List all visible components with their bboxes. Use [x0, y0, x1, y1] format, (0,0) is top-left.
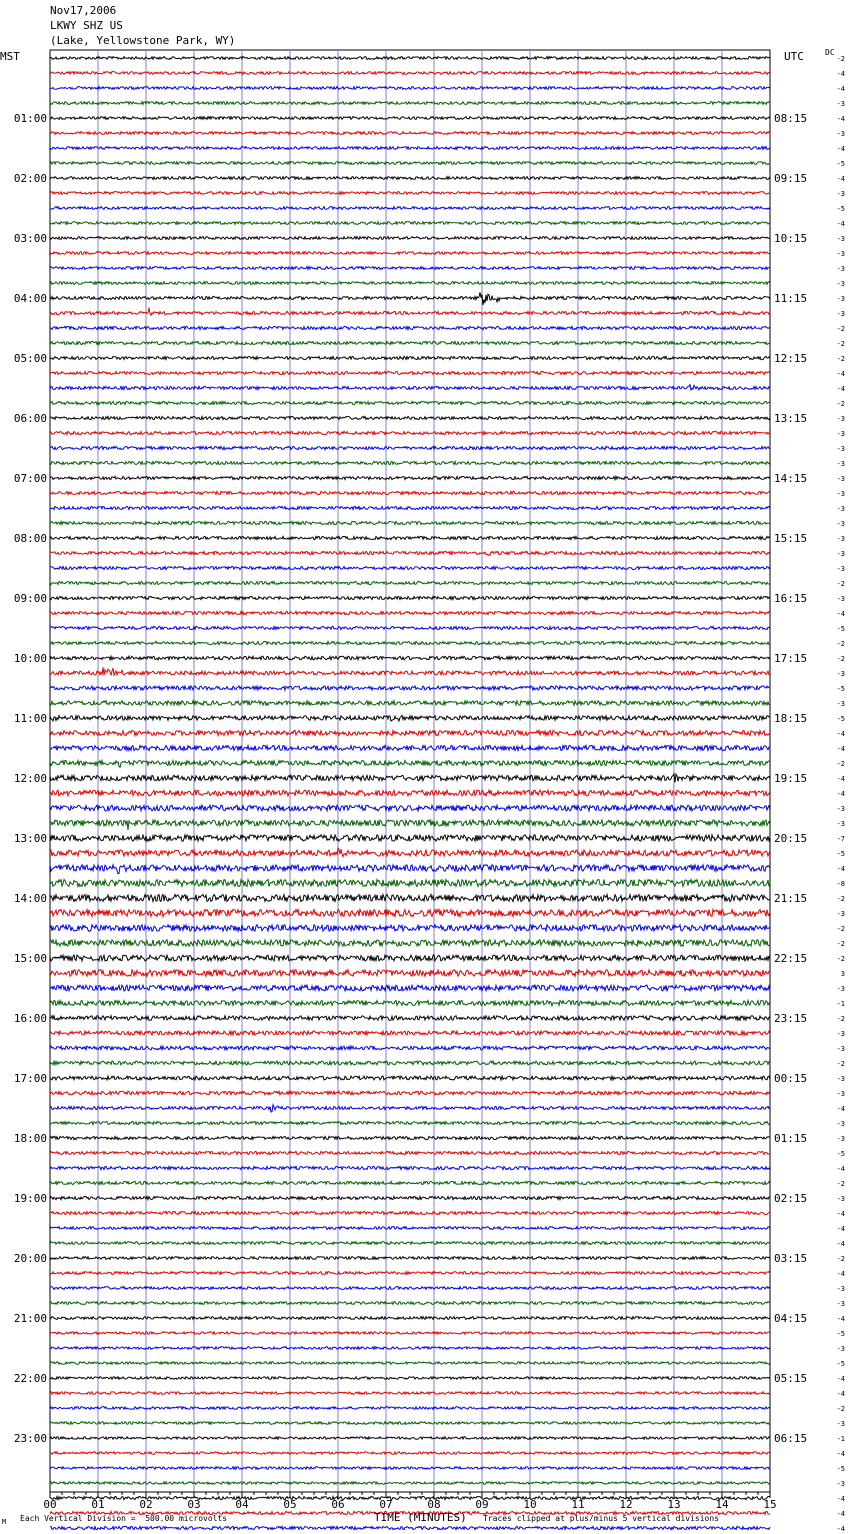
utc-label-1715: 17:15: [774, 652, 808, 665]
trace-row-54: [50, 865, 770, 874]
x-tick-label-05: 05: [283, 1498, 297, 1511]
trace-row-83: [50, 1302, 770, 1305]
trace-row-89: [50, 1392, 770, 1395]
dc-offset-row-2: -4: [836, 85, 845, 93]
mst-label-2100: 21:00: [13, 1312, 47, 1325]
trace-row-18: [50, 326, 770, 329]
trace-row-31: [50, 521, 770, 524]
mst-label-1700: 17:00: [13, 1072, 47, 1085]
x-tick-label-00: 00: [43, 1498, 57, 1511]
trace-row-85: [50, 1332, 770, 1335]
dc-offset-row-1: -4: [836, 70, 845, 78]
dc-offset-row-76: -3: [836, 1195, 845, 1203]
dc-offset-header: DC: [825, 48, 835, 57]
trace-row-70: [50, 1105, 770, 1112]
x-tick-label-07: 07: [379, 1498, 393, 1511]
trace-row-87: [50, 1362, 770, 1365]
mst-label-0200: 02:00: [13, 172, 47, 185]
trace-row-78: [50, 1227, 770, 1230]
mst-label-0700: 07:00: [13, 472, 47, 485]
dc-offset-labels: [837, 55, 845, 1534]
trace-row-41: [50, 667, 770, 675]
x-tick-label-11: 11: [571, 1498, 585, 1511]
trace-row-94: [50, 1467, 770, 1470]
trace-row-40: [50, 656, 770, 660]
dc-offset-row-3: -3: [836, 100, 845, 108]
dc-offset-row-6: -4: [836, 145, 845, 153]
trace-row-4: [50, 117, 770, 120]
utc-label-1115: 11:15: [774, 292, 808, 305]
mst-label-1600: 16:00: [13, 1012, 47, 1025]
dc-offset-row-70: -4: [836, 1105, 845, 1113]
utc-label-2215: 22:15: [774, 952, 808, 965]
trace-row-50: [50, 805, 770, 811]
trace-row-63: [50, 1001, 770, 1006]
utc-label-1415: 14:15: [774, 472, 808, 485]
dc-offset-row-67: -2: [836, 1060, 845, 1068]
trace-row-61: [50, 970, 770, 976]
trace-row-37: [50, 611, 770, 614]
trace-row-11: [50, 222, 770, 225]
dc-offset-row-62: -3: [836, 985, 845, 993]
dc-offset-row-72: -3: [836, 1135, 845, 1143]
utc-label-0015: 00:15: [774, 1072, 808, 1085]
dc-offset-row-59: -2: [836, 940, 845, 948]
trace-row-13: [50, 252, 770, 255]
dc-offset-row-88: -4: [836, 1375, 845, 1383]
trace-row-69: [50, 1091, 770, 1095]
dc-offset-row-95: -3: [836, 1480, 845, 1488]
utc-label-1515: 15:15: [774, 532, 808, 545]
utc-label-0815: 08:15: [774, 112, 808, 125]
trace-row-7: [50, 162, 770, 165]
utc-label-0215: 02:15: [774, 1192, 808, 1205]
dc-offset-row-8: -4: [836, 175, 845, 183]
trace-row-80: [50, 1257, 770, 1260]
dc-offset-row-86: -3: [836, 1345, 845, 1353]
x-tick-label-15: 15: [763, 1498, 777, 1511]
dc-offset-row-9: -3: [836, 190, 845, 198]
utc-label-1215: 12:15: [774, 352, 808, 365]
dc-offset-row-68: -3: [836, 1075, 845, 1083]
dc-offset-row-18: -2: [836, 325, 845, 333]
x-tick-label-10: 10: [523, 1498, 537, 1511]
trace-row-48: [50, 774, 770, 783]
dc-offset-row-29: -3: [836, 490, 845, 498]
trace-row-9: [50, 192, 770, 195]
time-axis: [43, 1492, 776, 1511]
utc-label-0315: 03:15: [774, 1252, 808, 1265]
utc-label-2315: 23:15: [774, 1012, 808, 1025]
dc-offset-row-69: -3: [836, 1090, 845, 1098]
utc-label-0115: 01:15: [774, 1132, 808, 1145]
dc-offset-row-22: -4: [836, 385, 845, 393]
dc-offset-row-38: -5: [836, 625, 845, 633]
trace-row-39: [50, 641, 770, 644]
trace-row-93: [50, 1452, 770, 1455]
trace-row-91: [50, 1422, 770, 1425]
trace-row-5: [50, 132, 770, 135]
trace-row-17: [50, 308, 770, 316]
mst-label-2000: 20:00: [13, 1252, 47, 1265]
trace-row-24: [50, 416, 770, 419]
trace-row-96: [50, 1496, 770, 1499]
trace-row-47: [50, 760, 770, 767]
trace-row-10: [50, 207, 770, 210]
dc-offset-row-31: -3: [836, 520, 845, 528]
x-tick-label-02: 02: [139, 1498, 153, 1511]
trace-row-21: [50, 371, 770, 374]
x-tick-label-06: 06: [331, 1498, 345, 1511]
dc-offset-row-97: -4: [836, 1510, 845, 1518]
dc-offset-row-80: -2: [836, 1255, 845, 1263]
mst-label-0900: 09:00: [13, 592, 47, 605]
left-axis-title: MST: [0, 50, 20, 63]
mst-label-1300: 13:00: [13, 832, 47, 845]
trace-row-30: [50, 506, 770, 509]
dc-offset-row-94: -5: [836, 1465, 845, 1473]
dc-offset-row-26: -3: [836, 445, 845, 453]
dc-offset-row-56: -2: [836, 895, 845, 903]
dc-offset-row-77: -4: [836, 1210, 845, 1218]
dc-offset-row-75: -2: [836, 1180, 845, 1188]
trace-row-0: [50, 57, 770, 60]
trace-row-64: [50, 1016, 770, 1020]
utc-label-1915: 19:15: [774, 772, 808, 785]
dc-offset-row-58: -2: [836, 925, 845, 933]
dc-offset-row-83: -3: [836, 1300, 845, 1308]
utc-hour-labels: [774, 112, 807, 1445]
dc-offset-row-28: -3: [836, 475, 845, 483]
trace-row-53: [50, 848, 770, 857]
mst-label-0600: 06:00: [13, 412, 47, 425]
dc-offset-row-89: -4: [836, 1390, 845, 1398]
dc-offset-row-27: -3: [836, 460, 845, 468]
dc-offset-row-41: -3: [836, 670, 845, 678]
scale-note: Each Vertical Division = 500.00 microvolts: [20, 1514, 228, 1523]
station-code: LKWY SHZ US: [50, 19, 123, 32]
mst-label-1000: 10:00: [13, 652, 47, 665]
trace-row-49: [50, 790, 770, 796]
dc-offset-row-90: -2: [836, 1405, 845, 1413]
trace-row-66: [50, 1046, 770, 1050]
trace-row-71: [50, 1121, 770, 1124]
mst-label-1400: 14:00: [13, 892, 47, 905]
dc-offset-row-63: -1: [836, 1000, 845, 1008]
right-axis-title: UTC: [784, 50, 804, 63]
trace-row-25: [50, 431, 770, 434]
dc-offset-row-32: -3: [836, 535, 845, 543]
trace-row-65: [50, 1031, 770, 1035]
utc-label-0615: 06:15: [774, 1432, 808, 1445]
x-tick-label-09: 09: [475, 1498, 489, 1511]
x-tick-label-04: 04: [235, 1498, 249, 1511]
dc-offset-row-36: -3: [836, 595, 845, 603]
trace-row-55: [50, 880, 770, 887]
utc-label-1615: 16:15: [774, 592, 808, 605]
trace-row-27: [50, 461, 770, 464]
dc-offset-row-91: -3: [836, 1420, 845, 1428]
dc-offset-row-30: -3: [836, 505, 845, 513]
mst-label-0100: 01:00: [13, 112, 47, 125]
trace-row-98: [50, 1526, 770, 1529]
dc-offset-row-79: -4: [836, 1240, 845, 1248]
dc-offset-row-81: -4: [836, 1270, 845, 1278]
trace-row-73: [50, 1151, 770, 1154]
dc-offset-row-4: -4: [836, 115, 845, 123]
mst-label-1800: 18:00: [13, 1132, 47, 1145]
trace-row-22: [50, 385, 770, 390]
trace-row-35: [50, 581, 770, 584]
utc-label-2115: 21:15: [774, 892, 808, 905]
trace-row-58: [50, 925, 770, 931]
trace-row-79: [50, 1242, 770, 1245]
mst-label-0500: 05:00: [13, 352, 47, 365]
mst-label-0400: 04:00: [13, 292, 47, 305]
dc-offset-row-43: -3: [836, 700, 845, 708]
trace-row-26: [50, 446, 770, 449]
dc-offset-row-74: -4: [836, 1165, 845, 1173]
trace-row-42: [50, 686, 770, 690]
trace-row-82: [50, 1287, 770, 1290]
trace-row-8: [50, 177, 770, 180]
dc-offset-row-25: -3: [836, 430, 845, 438]
trace-row-2: [50, 87, 770, 90]
trace-row-86: [50, 1347, 770, 1350]
minute-gridlines: [50, 50, 770, 1492]
trace-row-38: [50, 626, 770, 629]
mst-label-0300: 03:00: [13, 232, 47, 245]
trace-row-59: [50, 940, 770, 946]
dc-offset-row-98: -4: [836, 1525, 845, 1533]
trace-row-28: [50, 476, 770, 479]
trace-row-62: [50, 985, 770, 991]
dc-offset-row-73: -5: [836, 1150, 845, 1158]
seismic-traces: [50, 57, 770, 1534]
trace-row-92: [50, 1437, 770, 1440]
trace-row-81: [50, 1272, 770, 1275]
dc-offset-row-93: -4: [836, 1450, 845, 1458]
trace-row-34: [50, 566, 770, 569]
trace-row-95: [50, 1482, 770, 1485]
dc-offset-row-60: -2: [836, 955, 845, 963]
dc-offset-row-47: -2: [836, 760, 845, 768]
dc-offset-row-7: -5: [836, 160, 845, 168]
dc-offset-row-10: -5: [836, 205, 845, 213]
mst-label-1900: 19:00: [13, 1192, 47, 1205]
dc-offset-row-64: -2: [836, 1015, 845, 1023]
dc-offset-row-5: -3: [836, 130, 845, 138]
trace-row-43: [50, 701, 770, 705]
dc-offset-row-78: -4: [836, 1225, 845, 1233]
dc-offset-row-51: -3: [836, 820, 845, 828]
trace-row-52: [50, 835, 770, 841]
trace-row-67: [50, 1061, 770, 1065]
dc-offset-row-52: -7: [836, 835, 845, 843]
dc-offset-row-85: -5: [836, 1330, 845, 1338]
trace-row-20: [50, 356, 770, 359]
dc-offset-row-48: -4: [836, 775, 845, 783]
mst-label-2200: 22:00: [13, 1372, 47, 1385]
mst-label-0800: 08:00: [13, 532, 47, 545]
trace-row-33: [50, 551, 770, 555]
trace-row-6: [50, 147, 770, 150]
trace-row-60: [50, 955, 770, 961]
dc-offset-row-46: -4: [836, 745, 845, 753]
dc-offset-row-15: -3: [836, 280, 845, 288]
x-tick-label-08: 08: [427, 1498, 441, 1511]
dc-offset-row-11: -4: [836, 220, 845, 228]
trace-row-16: [50, 292, 770, 305]
clip-note: Traces clipped at plus/minus 5 vertical divisions: [483, 1514, 720, 1523]
dc-offset-row-35: -2: [836, 580, 845, 588]
x-tick-label-14: 14: [715, 1498, 729, 1511]
trace-row-76: [50, 1196, 770, 1199]
trace-row-1: [50, 72, 770, 75]
utc-label-1315: 13:15: [774, 412, 808, 425]
trace-row-19: [50, 341, 770, 344]
dc-offset-row-42: -5: [836, 685, 845, 693]
dc-offset-row-55: -8: [836, 880, 845, 888]
trace-row-75: [50, 1181, 770, 1184]
dc-offset-row-82: -3: [836, 1285, 845, 1293]
x-axis-title: TIME (MINUTES): [374, 1511, 467, 1524]
trace-row-51: [50, 820, 770, 830]
station-location: (Lake, Yellowstone Park, WY): [50, 34, 236, 47]
trace-row-15: [50, 282, 770, 285]
dc-offset-row-53: -5: [836, 850, 845, 858]
mst-label-1100: 11:00: [13, 712, 47, 725]
corner-mark: M: [2, 1518, 7, 1526]
dc-offset-row-16: -3: [836, 295, 845, 303]
trace-row-57: [50, 910, 770, 917]
utc-label-2015: 20:15: [774, 832, 808, 845]
dc-offset-row-34: -3: [836, 565, 845, 573]
dc-offset-row-71: -3: [836, 1120, 845, 1128]
trace-row-46: [50, 745, 770, 750]
dc-offset-row-49: -4: [836, 790, 845, 798]
dc-offset-row-57: -3: [836, 910, 845, 918]
dc-offset-row-13: -3: [836, 250, 845, 258]
dc-offset-row-37: -4: [836, 610, 845, 618]
trace-row-12: [50, 237, 770, 240]
dc-offset-row-54: -4: [836, 865, 845, 873]
utc-label-0415: 04:15: [774, 1312, 808, 1325]
mst-hour-labels: [14, 112, 47, 1445]
dc-offset-row-65: -3: [836, 1030, 845, 1038]
dc-offset-row-23: -2: [836, 400, 845, 408]
dc-offset-row-96: -4: [836, 1495, 845, 1503]
dc-offset-row-50: -3: [836, 805, 845, 813]
dc-offset-row-39: -2: [836, 640, 845, 648]
trace-row-36: [50, 596, 770, 599]
dc-offset-row-44: -5: [836, 715, 845, 723]
trace-row-56: [50, 895, 770, 902]
trace-row-77: [50, 1211, 770, 1214]
dc-offset-row-92: -1: [836, 1435, 845, 1443]
utc-label-1015: 10:15: [774, 232, 808, 245]
trace-row-68: [50, 1076, 770, 1080]
dc-offset-row-0: -2: [836, 55, 845, 63]
dc-offset-row-84: -4: [836, 1315, 845, 1323]
trace-row-14: [50, 267, 770, 270]
dc-offset-row-24: -3: [836, 415, 845, 423]
dc-offset-row-66: -3: [836, 1045, 845, 1053]
plot-frame: [50, 50, 770, 1492]
trace-row-29: [50, 491, 770, 494]
dc-offset-row-45: -4: [836, 730, 845, 738]
trace-row-84: [50, 1317, 770, 1320]
dc-offset-row-33: -3: [836, 550, 845, 558]
utc-label-1815: 18:15: [774, 712, 808, 725]
x-tick-label-03: 03: [187, 1498, 201, 1511]
dc-offset-row-14: -3: [836, 265, 845, 273]
mst-label-2300: 23:00: [13, 1432, 47, 1445]
trace-row-45: [50, 730, 770, 735]
trace-row-32: [50, 536, 770, 539]
mst-label-1200: 12:00: [13, 772, 47, 785]
record-date: Nov17,2006: [50, 4, 117, 17]
dc-offset-row-21: -4: [836, 370, 845, 378]
trace-row-72: [50, 1136, 770, 1139]
x-tick-label-12: 12: [619, 1498, 633, 1511]
utc-label-0915: 09:15: [774, 172, 808, 185]
dc-offset-row-19: -2: [836, 340, 845, 348]
trace-row-23: [50, 401, 770, 404]
trace-row-88: [50, 1377, 770, 1380]
dc-offset-row-40: -2: [836, 655, 845, 663]
dc-offset-row-87: -5: [836, 1360, 845, 1368]
trace-row-90: [50, 1407, 770, 1410]
x-tick-label-13: 13: [667, 1498, 681, 1511]
dc-offset-row-61: 3: [840, 970, 845, 978]
trace-row-44: [50, 715, 770, 721]
dc-offset-row-12: -3: [836, 235, 845, 243]
mst-label-1500: 15:00: [13, 952, 47, 965]
dc-offset-row-17: -3: [836, 310, 845, 318]
dc-offset-row-20: -2: [836, 355, 845, 363]
utc-label-0515: 05:15: [774, 1372, 808, 1385]
x-tick-label-01: 01: [91, 1498, 105, 1511]
trace-row-3: [50, 102, 770, 105]
trace-row-74: [50, 1166, 770, 1169]
